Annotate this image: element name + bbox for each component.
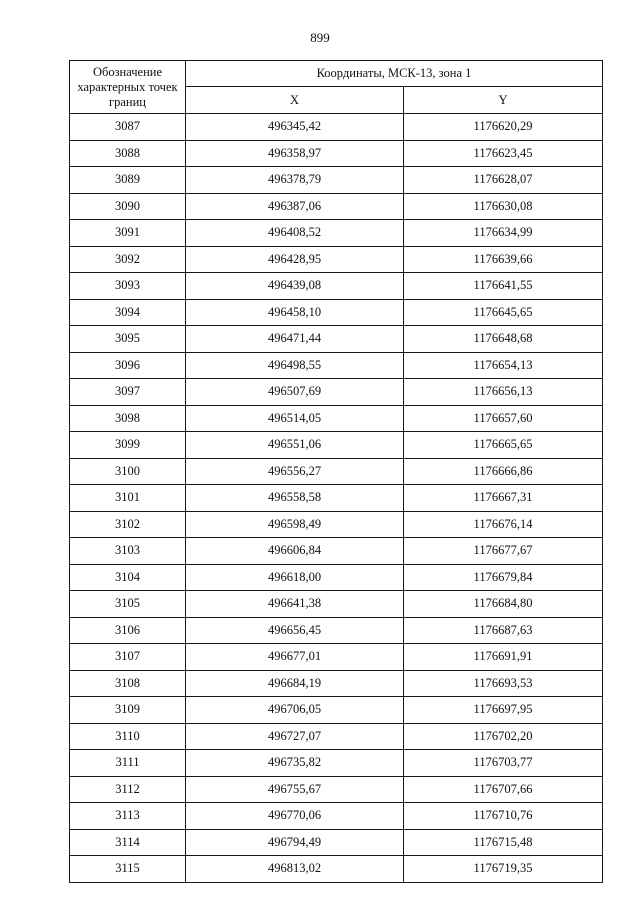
cell-point: 3094 (70, 299, 186, 326)
table-row (70, 193, 603, 220)
table-row (70, 644, 603, 671)
cell-x: 496408,52 (186, 220, 404, 247)
cell-point: 3089 (70, 167, 186, 194)
cell-y: 1176657,60 (404, 405, 603, 432)
cell-y: 1176648,68 (404, 326, 603, 353)
table-row (70, 856, 603, 883)
cell-y: 1176710,76 (404, 803, 603, 830)
cell-point: 3101 (70, 485, 186, 512)
page-number: 899 (310, 30, 330, 45)
table-row (70, 352, 603, 379)
table-header (70, 61, 603, 114)
cell-y: 1176687,63 (404, 617, 603, 644)
cell-point: 3096 (70, 352, 186, 379)
cell-point: 3097 (70, 379, 186, 406)
cell-point: 3103 (70, 538, 186, 565)
cell-x: 496558,58 (186, 485, 404, 512)
cell-point: 3087 (70, 114, 186, 141)
table-row (70, 511, 603, 538)
cell-y: 1176693,53 (404, 670, 603, 697)
cell-x: 496813,02 (186, 856, 404, 883)
cell-x: 496551,06 (186, 432, 404, 459)
cell-point: 3093 (70, 273, 186, 300)
header-x: X (186, 87, 404, 114)
cell-x: 496387,06 (186, 193, 404, 220)
cell-x: 496770,06 (186, 803, 404, 830)
cell-x: 496345,42 (186, 114, 404, 141)
table-row (70, 750, 603, 777)
table-row (70, 114, 603, 141)
cell-point: 3104 (70, 564, 186, 591)
table-row (70, 299, 603, 326)
cell-y: 1176715,48 (404, 829, 603, 856)
cell-point: 3090 (70, 193, 186, 220)
cell-x: 496439,08 (186, 273, 404, 300)
cell-point: 3106 (70, 617, 186, 644)
table-row (70, 458, 603, 485)
cell-y: 1176623,45 (404, 140, 603, 167)
table-row (70, 220, 603, 247)
cell-point: 3108 (70, 670, 186, 697)
cell-y: 1176630,08 (404, 193, 603, 220)
cell-x: 496677,01 (186, 644, 404, 671)
cell-x: 496358,97 (186, 140, 404, 167)
cell-point: 3095 (70, 326, 186, 353)
cell-x: 496598,49 (186, 511, 404, 538)
cell-point: 3099 (70, 432, 186, 459)
cell-y: 1176656,13 (404, 379, 603, 406)
table-row (70, 803, 603, 830)
table-row (70, 379, 603, 406)
cell-x: 496618,00 (186, 564, 404, 591)
cell-point: 3107 (70, 644, 186, 671)
cell-y: 1176691,91 (404, 644, 603, 671)
cell-point: 3113 (70, 803, 186, 830)
cell-x: 496428,95 (186, 246, 404, 273)
header-y: Y (404, 87, 603, 114)
cell-x: 496735,82 (186, 750, 404, 777)
table-row (70, 485, 603, 512)
cell-y: 1176639,66 (404, 246, 603, 273)
cell-x: 496706,05 (186, 697, 404, 724)
cell-x: 496507,69 (186, 379, 404, 406)
cell-y: 1176676,14 (404, 511, 603, 538)
cell-y: 1176620,29 (404, 114, 603, 141)
cell-x: 496378,79 (186, 167, 404, 194)
cell-y: 1176702,20 (404, 723, 603, 750)
table-row (70, 697, 603, 724)
table-row (70, 167, 603, 194)
cell-y: 1176634,99 (404, 220, 603, 247)
cell-y: 1176677,67 (404, 538, 603, 565)
table-row (70, 246, 603, 273)
cell-x: 496727,07 (186, 723, 404, 750)
cell-point: 3091 (70, 220, 186, 247)
cell-x: 496514,05 (186, 405, 404, 432)
cell-point: 3115 (70, 856, 186, 883)
cell-y: 1176679,84 (404, 564, 603, 591)
cell-x: 496641,38 (186, 591, 404, 618)
table-body (70, 114, 603, 883)
table-row (70, 723, 603, 750)
cell-point: 3112 (70, 776, 186, 803)
cell-y: 1176707,66 (404, 776, 603, 803)
table-row (70, 405, 603, 432)
cell-y: 1176641,55 (404, 273, 603, 300)
cell-x: 496556,27 (186, 458, 404, 485)
cell-y: 1176665,65 (404, 432, 603, 459)
cell-y: 1176666,86 (404, 458, 603, 485)
cell-x: 496498,55 (186, 352, 404, 379)
cell-y: 1176703,77 (404, 750, 603, 777)
table-row (70, 326, 603, 353)
table-row (70, 829, 603, 856)
table-row (70, 591, 603, 618)
cell-point: 3105 (70, 591, 186, 618)
header-coordinates: Координаты, МСК-13, зона 1 (186, 61, 603, 87)
cell-y: 1176628,07 (404, 167, 603, 194)
cell-point: 3109 (70, 697, 186, 724)
header-point: Обозначение характерных точек границ (70, 61, 186, 114)
cell-x: 496471,44 (186, 326, 404, 353)
table-row (70, 564, 603, 591)
cell-y: 1176684,80 (404, 591, 603, 618)
cell-y: 1176719,35 (404, 856, 603, 883)
table-row (70, 140, 603, 167)
table-row (70, 432, 603, 459)
cell-y: 1176667,31 (404, 485, 603, 512)
cell-x: 496656,45 (186, 617, 404, 644)
cell-x: 496794,49 (186, 829, 404, 856)
cell-x: 496684,19 (186, 670, 404, 697)
cell-point: 3100 (70, 458, 186, 485)
cell-point: 3110 (70, 723, 186, 750)
cell-point: 3111 (70, 750, 186, 777)
cell-point: 3092 (70, 246, 186, 273)
table-row (70, 273, 603, 300)
cell-y: 1176654,13 (404, 352, 603, 379)
table-row (70, 670, 603, 697)
cell-y: 1176645,65 (404, 299, 603, 326)
coordinates-table (69, 60, 603, 883)
cell-point: 3114 (70, 829, 186, 856)
table-row (70, 538, 603, 565)
table-row (70, 776, 603, 803)
cell-x: 496458,10 (186, 299, 404, 326)
cell-point: 3098 (70, 405, 186, 432)
cell-x: 496606,84 (186, 538, 404, 565)
cell-point: 3102 (70, 511, 186, 538)
cell-x: 496755,67 (186, 776, 404, 803)
table-row (70, 617, 603, 644)
cell-point: 3088 (70, 140, 186, 167)
cell-y: 1176697,95 (404, 697, 603, 724)
